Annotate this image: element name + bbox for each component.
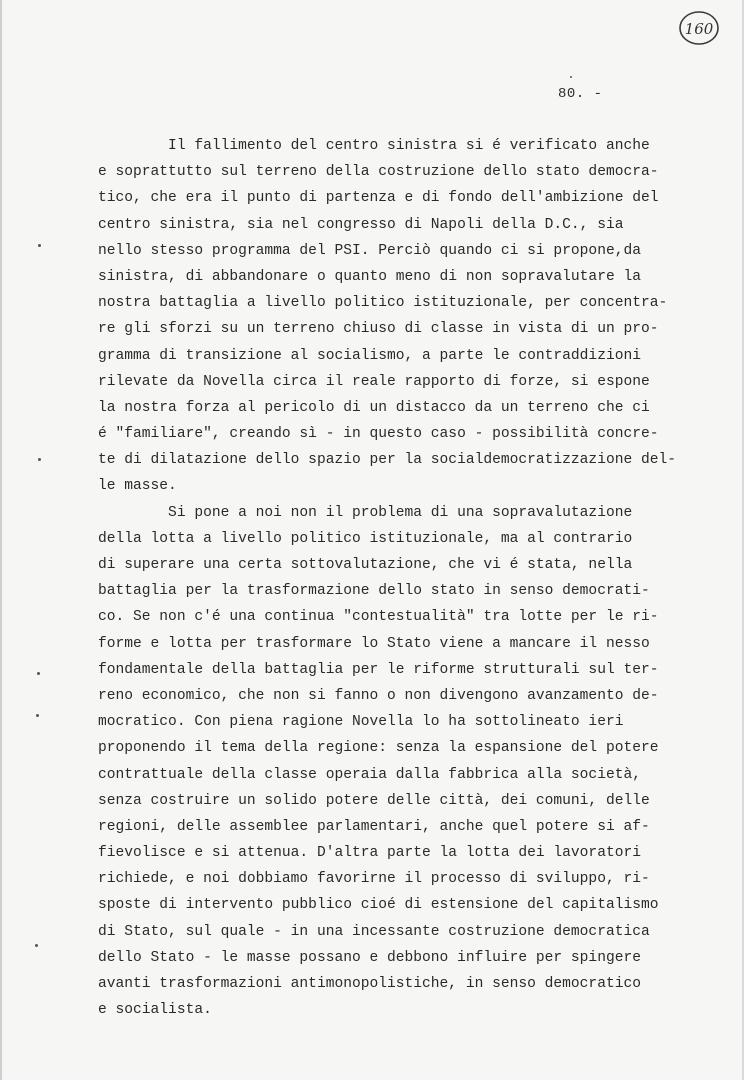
text-line: regioni, delle assemblee parlamentari, anche quel potere si af- — [98, 818, 650, 835]
text-line: rilevate da Novella circa il reale rapporto di forze, si espone — [98, 373, 650, 390]
scan-speck — [570, 76, 572, 78]
text-line: re gli sforzi su un terreno chiuso di classe in vista di un pro- — [98, 321, 659, 338]
text-line: e socialista. — [98, 1002, 212, 1019]
archive-stamp — [677, 8, 721, 48]
text-line: della lotta a livello politico istituzionale, ma al contrario — [98, 530, 633, 547]
text-line: di Stato, sul quale - in una incessante costruzione democratica — [98, 923, 650, 940]
text-line: Il fallimento del centro sinistra si é verificato anche — [98, 138, 650, 154]
text-line: Si pone a noi non il problema di una sopravalutazione — [98, 504, 633, 521]
text-line: é "familiare", creando sì - in questo caso - possibilità concre- — [98, 426, 659, 443]
stamp-circle-icon — [677, 8, 721, 48]
typewritten-text — [98, 133, 678, 1023]
scan-speck — [35, 944, 38, 947]
text-line: fondamentale della battaglia per le riforme strutturali sul ter- — [98, 661, 659, 678]
text-line: centro sinistra, sia nel congresso di Napoli della D.C., sia — [98, 216, 624, 233]
text-line: fievolisce e si attenua. D'altra parte la lotta dei lavoratori — [98, 845, 641, 862]
text-line: mocratico. Con piena ragione Novella lo ha sottolineato ieri — [98, 714, 624, 731]
text-line: contrattuale della classe operaia dalla fabbrica alla società, — [98, 766, 641, 783]
page-number: 80. - — [558, 86, 603, 102]
text-line: sinistra, di abbandonare o quanto meno di non sopravalutare la — [98, 268, 641, 285]
text-line: e soprattutto sul terreno della costruzione dello stato democra- — [98, 164, 659, 181]
stamp-number: 160 — [684, 20, 714, 38]
text-line: di superare una certa sottovalutazione, che vi é stata, nella — [98, 557, 633, 573]
text-line: le masse. — [98, 478, 177, 495]
scan-speck — [37, 672, 40, 675]
text-line: nostra battaglia a livello politico istituzionale, per concentra- — [98, 295, 668, 312]
text-line: la nostra forza al pericolo di un distacco da un terreno che ci — [98, 399, 650, 416]
text-line: senza costruire un solido potere delle città, dei comuni, delle — [98, 792, 650, 809]
text-line: dello Stato - le masse possano e debbono influire per spingere — [98, 949, 641, 966]
scan-speck — [38, 244, 41, 247]
scan-speck — [36, 714, 39, 717]
scan-speck — [38, 458, 41, 461]
text-line: reno economico, che non si fanno o non divengono avanzamento de- — [98, 687, 659, 704]
text-line: forme e lotta per trasformare lo Stato viene a mancare il nesso — [98, 635, 650, 652]
text-line: tico, che era il punto di partenza e di fondo dell'ambizione del — [98, 190, 659, 207]
text-line: gramma di transizione al socialismo, a parte le contraddizioni — [98, 347, 641, 364]
text-line: nello stesso programma del PSI. Perciò quando ci si propone,da — [98, 242, 641, 259]
text-line: sposte di intervento pubblico cioé di estensione del capitalismo — [98, 897, 659, 914]
text-line: battaglia per la trasformazione dello stato in senso democrati- — [98, 583, 650, 600]
text-line: avanti trasformazioni antimonopolistiche, in senso democratico — [98, 976, 641, 992]
text-line: proponendo il tema della regione: senza la espansione del potere — [98, 740, 659, 757]
text-line: co. Se non c'é una continua "contestualità" tra lotte per le ri- — [98, 609, 659, 626]
text-line: te di dilatazione dello spazio per la socialdemocratizzazione del- — [98, 452, 677, 469]
text-line: richiede, e noi dobbiamo favorirne il processo di sviluppo, ri- — [98, 871, 650, 888]
